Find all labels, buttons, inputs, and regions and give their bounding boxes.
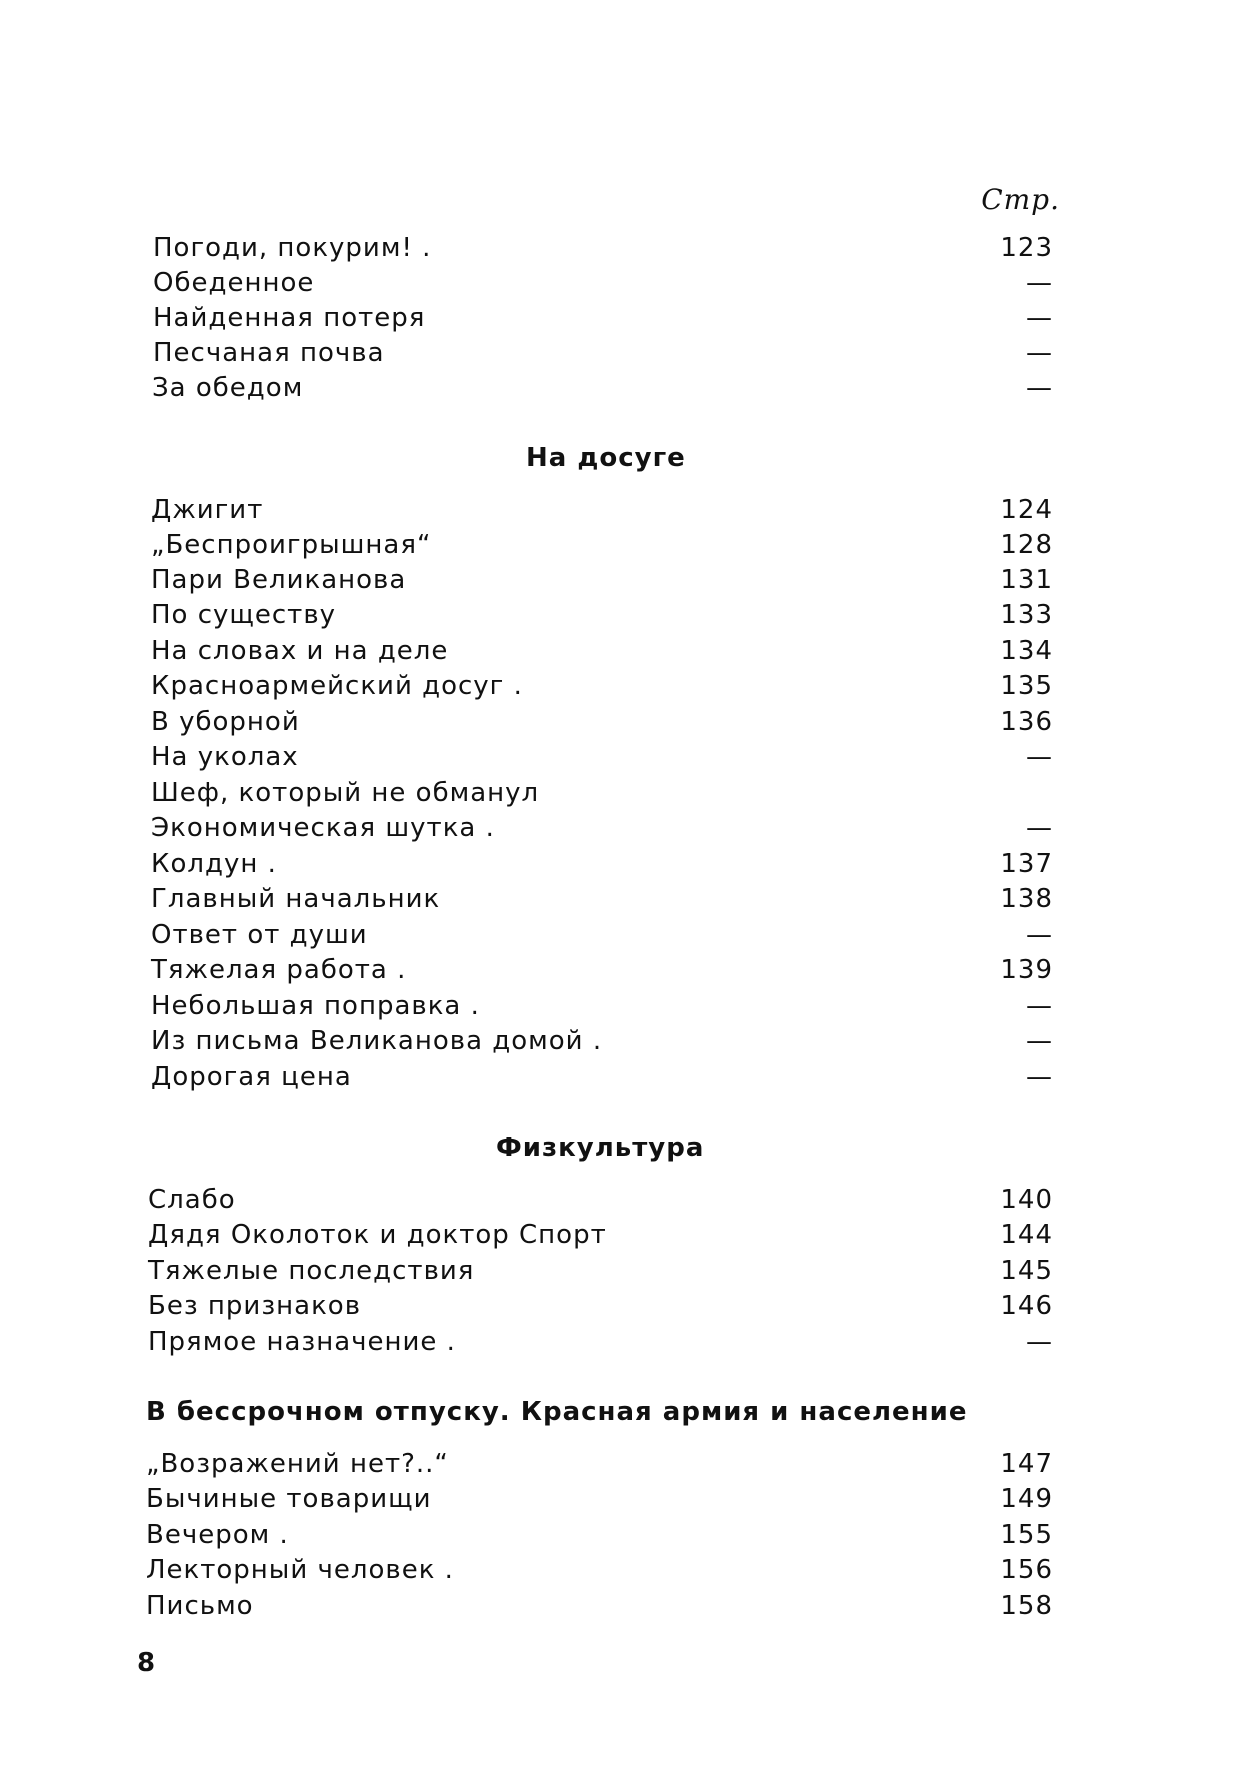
toc-entry-title: Экономическая шутка . bbox=[151, 813, 495, 843]
toc-entry bbox=[0, 1449, 1259, 1485]
toc-entry-title: Дядя Околоток и доктор Спорт bbox=[148, 1220, 607, 1250]
toc-entry bbox=[0, 495, 1259, 531]
toc-entry-page: 123 bbox=[1000, 233, 1053, 263]
toc-entry-page: — bbox=[1026, 920, 1053, 950]
toc-entry-page: 136 bbox=[1000, 707, 1053, 737]
toc-entry bbox=[0, 849, 1259, 885]
toc-entry-title: Прямое назначение . bbox=[148, 1327, 456, 1357]
toc-entry bbox=[0, 373, 1259, 409]
toc-entry bbox=[0, 1062, 1259, 1098]
toc-entry-title: „Возражений нет?..“ bbox=[146, 1449, 449, 1479]
toc-entry bbox=[0, 303, 1259, 339]
toc-entry-title: Главный начальник bbox=[151, 884, 441, 914]
toc-entry-title: Небольшая поправка . bbox=[151, 991, 480, 1021]
toc-entry-page: 144 bbox=[1000, 1220, 1053, 1250]
toc-entry-title: Тяжелая работа . bbox=[151, 955, 407, 985]
toc-entry-page: 135 bbox=[1000, 671, 1053, 701]
toc-entry-page: — bbox=[1026, 373, 1053, 403]
toc-entry bbox=[0, 991, 1259, 1027]
toc-entry-title: Погоди, покурим! . bbox=[153, 233, 432, 263]
toc-entry-title: Найденная потеря bbox=[153, 303, 426, 333]
toc-entry bbox=[0, 1220, 1259, 1256]
toc-entry bbox=[0, 1327, 1259, 1363]
toc-entry-title: Из письма Великанова домой . bbox=[151, 1026, 603, 1056]
toc-entry bbox=[0, 338, 1259, 374]
toc-entry bbox=[0, 813, 1259, 849]
toc-entry-page: — bbox=[1026, 268, 1053, 298]
toc-entry-title: По существу bbox=[151, 600, 337, 630]
toc-entry-page: 158 bbox=[1000, 1591, 1053, 1621]
toc-entry-title: Вечером . bbox=[146, 1520, 289, 1550]
toc-entry-page: 155 bbox=[1000, 1520, 1053, 1550]
toc-entry-page: — bbox=[1026, 1026, 1053, 1056]
toc-entry-page: — bbox=[1026, 813, 1053, 843]
toc-entry bbox=[0, 1256, 1259, 1292]
toc-entry-title: Тяжелые последствия bbox=[148, 1256, 475, 1286]
toc-entry bbox=[0, 1185, 1259, 1221]
toc-entry-title: За обедом bbox=[152, 373, 304, 403]
toc-entry-page: 146 bbox=[1000, 1291, 1053, 1321]
section-heading: На досуге bbox=[526, 443, 686, 473]
toc-entry-page: 145 bbox=[1000, 1256, 1053, 1286]
page-column-header: Стр. bbox=[981, 183, 1060, 216]
toc-entry-title: Джигит bbox=[151, 495, 264, 525]
toc-entry bbox=[0, 1026, 1259, 1062]
toc-entry-title: Колдун . bbox=[151, 849, 277, 879]
toc-entry-title: Шеф, который не обманул bbox=[151, 778, 540, 808]
toc-entry-title: В уборной bbox=[151, 707, 300, 737]
toc-entry bbox=[0, 778, 1259, 814]
toc-entry-title: Дорогая цена bbox=[151, 1062, 352, 1092]
toc-entry-page: 137 bbox=[1000, 849, 1053, 879]
toc-entry-title: На уколах bbox=[151, 742, 299, 772]
toc-entry bbox=[0, 565, 1259, 601]
toc-entry-title: Слабо bbox=[148, 1185, 236, 1215]
toc-entry bbox=[0, 1591, 1259, 1627]
toc-entry-page: 139 bbox=[1000, 955, 1053, 985]
toc-entry-page: — bbox=[1026, 742, 1053, 772]
toc-entry-page: — bbox=[1026, 991, 1053, 1021]
section-heading: В бессрочном отпуску. Красная армия и население bbox=[146, 1397, 968, 1427]
toc-entry-title: „Беспроигрышная“ bbox=[151, 530, 432, 560]
toc-entry-page: 134 bbox=[1000, 636, 1053, 666]
toc-entry bbox=[0, 268, 1259, 304]
toc-entry-page: — bbox=[1026, 338, 1053, 368]
toc-entry bbox=[0, 671, 1259, 707]
toc-entry-title: Обеденное bbox=[153, 268, 315, 298]
toc-entry-page: 138 bbox=[1000, 884, 1053, 914]
toc-entry bbox=[0, 636, 1259, 672]
toc-entry-title: Красноармейский досуг . bbox=[151, 671, 523, 701]
toc-entry-title: Песчаная почва bbox=[153, 338, 385, 368]
toc-entry-title: Пари Великанова bbox=[151, 565, 407, 595]
page-number: 8 bbox=[137, 1648, 156, 1678]
toc-entry-page: — bbox=[1026, 1327, 1053, 1357]
toc-entry bbox=[0, 707, 1259, 743]
toc-entry-title: Без признаков bbox=[148, 1291, 362, 1321]
toc-entry-page: 156 bbox=[1000, 1555, 1053, 1585]
toc-entry-page: — bbox=[1026, 303, 1053, 333]
toc-entry-page: 128 bbox=[1000, 530, 1053, 560]
toc-entry bbox=[0, 1484, 1259, 1520]
toc-entry bbox=[0, 1291, 1259, 1327]
toc-entry bbox=[0, 884, 1259, 920]
toc-entry-page: 131 bbox=[1000, 565, 1053, 595]
toc-entry-title: Бычиные товарищи bbox=[146, 1484, 432, 1514]
toc-entry-page: 149 bbox=[1000, 1484, 1053, 1514]
toc-entry bbox=[0, 1520, 1259, 1556]
toc-entry-page: 147 bbox=[1000, 1449, 1053, 1479]
toc-entry bbox=[0, 1555, 1259, 1591]
toc-entry bbox=[0, 600, 1259, 636]
toc-entry-title: Ответ от души bbox=[151, 920, 368, 950]
toc-entry bbox=[0, 920, 1259, 956]
toc-entry bbox=[0, 233, 1259, 269]
toc-entry-title: Лекторный человек . bbox=[146, 1555, 454, 1585]
toc-entry-title: На словах и на деле bbox=[151, 636, 449, 666]
toc-entry-page: 140 bbox=[1000, 1185, 1053, 1215]
toc-entry bbox=[0, 742, 1259, 778]
toc-entry bbox=[0, 955, 1259, 991]
toc-entry-page: 124 bbox=[1000, 495, 1053, 525]
toc-entry bbox=[0, 530, 1259, 566]
toc-entry-page: — bbox=[1026, 1062, 1053, 1092]
toc-entry-title: Письмо bbox=[146, 1591, 254, 1621]
section-heading: Физкультура bbox=[496, 1133, 705, 1163]
toc-entry-page: 133 bbox=[1000, 600, 1053, 630]
